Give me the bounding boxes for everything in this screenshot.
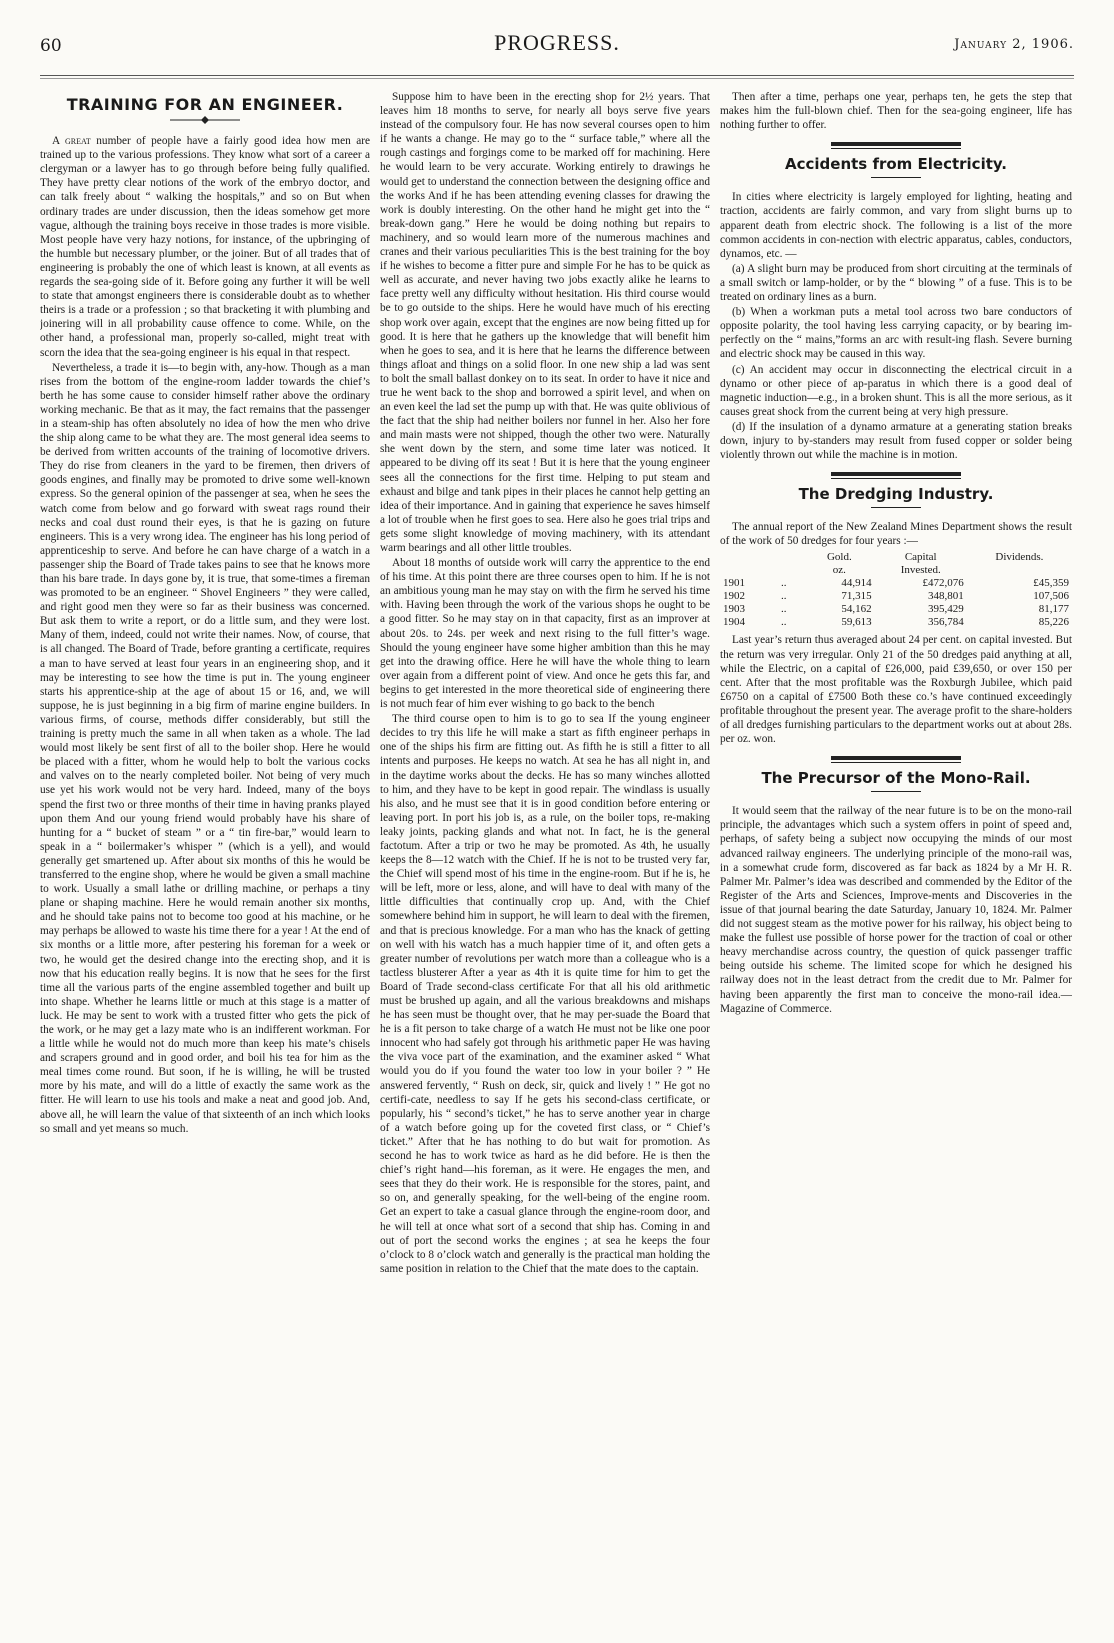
title-underline	[871, 507, 921, 508]
accidents-para-a: (a) A slight burn may be produced from short circuiting at the terminals of a small switch or lamp-holder, or by the “ blowing ” of a fuse. This is to be treated on ordinary lines as a burn.	[720, 262, 1072, 304]
article-title-monorail: The Precursor of the Mono-Rail.	[761, 769, 1031, 788]
section-divider	[831, 756, 961, 763]
training-para-1: A great number of people have a fairly good idea how men are trained up to the various professions. They know what sort of a career a clergyman or a lawyer has to go through before being fully qualified. They have pretty clear notions of the work of the embryo doctor, and can talk freely about “ walking the hospitals,” and so on But when ordinary trades are under discussion, then the ideas somehow get more vague, although the training boys receive in those trades is more visible. Most people have very hazy notions, for instance, of the upbringing of the humble but necessary plumber, or the joiner. But of all trades that of engineering is probably the one of which least is known, at all events as regards the sea-going side of it. Before going any further it will be well to state that amongst engineers there is considerable doubt as to whether theirs is a trade or a profession ; so that bracketing it with plumbing and joinering will in all probability cause offence to come. While, on the other hand, a professional man, properly so-called, might treat with scorn the idea that the sea-going engineer is his equal in that respect.	[40, 135, 370, 359]
title-underline	[871, 791, 921, 792]
table-row: 1903 .. 54,162 395,429 81,177	[723, 603, 1069, 616]
training-para-5: The third course open to him is to go to sea If the young engineer decides to try this life he will make a start as fifth engineer perhaps in one of the ships his firm are fitting out. As fifth he is still a fitter to all intents and purposes. He keeps no watch. At sea he has all night in, and in the daytime works about the decks. He has so many winches allotted to him, and they have to be kept in good repair. The windlass is usually his also, and he must see that it is in good condition before entering or leaving port. In port his job is, as a rule, on the boiler tops, re-making leaky joints, packing glands and what not. In fact, he is the general factotum. After a trip or two he may be promoted. As 4th, he usually keeps the 8—12 watch with the Chief. If he is not to be trusted very far, the Chief will spend most of his time in the engine-room. But if he is, he will be left, more or less, alone, and will have to deal with many of the little difficulties that continually crop up. And, with the Chief somewhere behind him in support, he will learn to deal with the firemen, and that is precious knowledge. For a man who has the knack of getting on well with his watch has a much happier time of it, and often gets a greater number of revolutions per watch more than a colleague who is a tactless blusterer After a year as 4th it is quite time for him to get the Board of Trade second-class certificate For that all his old arithmetic must be brushed up again, and all the various breakdowns and mishaps he has seen must be thought over, that he may per-suade the Board that he is a fit person to take charge of a watch He must not be like one poor innocent who had safely got through his arithmetic paper He was having the viva voce part of the examination, and the examiner asked “ What would you do if you found the water too low in your boiler ? ” He answered fervently, “ Rush on deck, sir, quick and lively ! ” He got no certifi-cate, needless to say If he gets his second-class certificate, or popularly, his “ second’s ticket,” he has to serve another year in charge of a watch before going up for the coveted first class, or “ Chief’s ticket.” After that he has nothing to do but wait for promotion. As second he has to work twice as hard as he did before. He is then the chief’s right hand—his foreman, as it were. He engages the men, and sees that they do their work. He is responsible for the stores, paint, and so on, and generally speaking, for the well-being of the engine room. Get an expert to take a casual glance through the engine-room door, and he will tell at once what sort of a second that ship has. Coming in and out of port the second works the engines ; at sea he keeps the four o’clock to 8 o’clock watch and generally is the practical man holding the same position in relation to the Chief that the mate does to the captain.	[380, 713, 710, 1275]
article-title-accidents: Accidents from Electricity.	[785, 155, 1007, 174]
col-subheader-oz: oz.	[832, 564, 846, 577]
column-2	[380, 90, 710, 1625]
training-para-6: Then after a time, perhaps one year, perhaps ten, he gets the step that makes him the full-blown chief. Then for the sea-going engineer, life has nothing further to offer.	[720, 91, 1072, 132]
col-header-capital: Capital	[904, 551, 937, 564]
training-para-2: Nevertheless, a trade it is—to begin with, any-how. Though as a man rises from the bottom of the engine-room ladder towards the chief’s berth he has some cause to consider himself rather above the ordinary working mechanic. Be that as it may, the fact remains that the passenger in a steam-ship has often absolutely no idea of how the men who drive the ship along came to be what they are. The most general idea seems to be derived from written accounts of the training of locomotive drivers. They do rise from cleaners in the yard to be firemen, then drivers of goods engines, and finally may be promoted to drive some well-known express. So the general opinion of the passenger at sea, when he sees the watch come from below and go forward with sweat rags round their necks and coal dust round their eyes, is that he is gazing on future engineers. This is a very wrong idea. The engineer has his long period of apprenticeship to serve. And before he can have charge of a watch in a passenger ship the Board of Trade takes pains to see that he knows more than his bare trade. In days gone by, it is true, that some-times a fireman was promoted to be an engineer. “ Shovel Engineers ” they were called, and right good men they were so far as their business was concerned. But ask them to write a report, or do a little sum, and they were lost. Many of them, indeed, could not write their names. Now, of course, that is all changed. The Board of Trade, before granting a certificate, requires a man to have served at least four years in an engineering shop, and it may be interesting to see how the time is put in. The young engineer starts his apprentice-ship at the age of about 15 or 16, and, we will suppose, he is just beginning in a big firm of marine engine builders. In various firms, of course, methods differ considerably, but still the training is pretty much the same in all when taken as a whole. The lad would most likely be sent first of all to the boiler shop. Here he would be placed with a fitter, whom he would help to bolt the various cocks and valves on to the nearly completed boiler. Not being of very much use yet his work would not be very hard. Indeed, many of the boys spend the first two or three months of their time in having pranks played upon them And our young friend would probably have his share of hunting for a “ bucket of steam ” or a “ tin fire-bar,” would learn to speak in a “ boilermaker’s whisper ” (which is a yell), and would generally get smartened up. After about six months of this he would be transferred to the engine shop, where he would be given a small machine to work. Usually a small lathe or drilling machine, or perhaps a tiny plane or shaping machine. Here he would remain another six months, and he should take pains not to become too good at his machine, or he may perhaps be allowed to waste his time there for a year ! At the end of six months or a little more, after pestering his foreman for a week or two, he would get the desired change into the erecting shop, and it is now that his education really begins. It is now that he sees for the first time all the various parts of the engine assembled together and built up into shape. Whether he learns little or much at this stage is a matter of luck. He may be sent to work with a trusted fitter who gets the pick of the work, or he may get a lazy mate who is an indifferent workman. For a little while he would not do much more than keep his mate’s chisels and scrapers ground and in good order, and boil his tea for him as the meal times come round. But soon, if he is willing, he will be trusted more by his mate, and will do a little of exactly the same work as the fitter. He will learn to use his tools and make a neat and good job. And, above all, he will learn the value of that sixteenth of an inch which looks so small and yet means so much.	[40, 361, 370, 1135]
training-para-4: About 18 months of outside work will carry the apprentice to the end of his time. At this point there are three courses open to him. If he is not an ambitious young man he may stay on with the firm he served his time with. Having been through the work of the various shops he ought to be a good fitter. So he may stay on in that capacity, first as an improver at about 20s. to 24s. per week and next rising to the full fitter’s wage. Should the young engineer have some higher ambition than this he may get into the drawing office. Here he will have the whole thing to learn over again from a different point of view. And once he gets this far, and begins to get interested in the more theoretical side of engineering there is not much fear of him ever wishing to go back to the bench	[380, 557, 710, 711]
col-header-gold: Gold.	[826, 551, 852, 564]
accidents-para-b: (b) When a workman puts a metal tool across two bare conductors of opposite polarity, the tool having less carrying capacity, or by bearing im-perfectly on the “ mains,”forms an arc with result-ing flash. Severe burning and electric shock may be caused in this way.	[720, 306, 1072, 361]
column-3	[720, 90, 1072, 1625]
table-header-row	[720, 551, 1072, 564]
issue-date: January 2, 1906.	[954, 37, 1074, 52]
training-para-3: Suppose him to have been in the erecting shop for 2½ years. That leaves him 18 months to serve, for nearly all boys serve five years instead of the compulsory four. He has now several courses open to him if he wants a change. He may go to the “ surface table,” where all the rough castings and forgings come to be marked off for machining. Here he would learn to be very accurate. Working entirely to drawings he would get to understand the connection between the designing office and the works And if he has been attending evening classes for drawing the work is doubly interesting. On the other hand he might get into the “ break-down gang.” Here he would be doing nothing but repairs to machinery, and so would learn more of the numerous machines and cranes and their various peculiarities This is the best training for the boy if he wishes to become a fitter pure and simple For he has to be quick as well as accurate, and never having two jobs exactly alike he learns to face pretty well any difficulty without hesitation. His third course would be to go outside to the ships. Here he would have much of his erecting shop work over again, except that the engines are now being fitted up for good. It is here that he gathers up the knowledge that will benefit him when he goes to sea, and it is here that he learns the difference between things afloat and things on a solid floor. In one new ship a lad was sent to bolt the small ballast donkey on to its seat. In order to have it nice and true he went back to the shop and borrowed a spirit level, and when on an even keel the lad set the pump up with that. He was quite oblivious of the fact that the ship had neither boilers nor funnel in her. Also her fore and main masts were not shipped, though the other two were. Naturally she went down by the stern, and some time later was noticed. It appeared to be diving off its seat ! But it is here that the young engineer sees all the connections for the first time. Helping to put steam and exhaust and bilge and tank pipes in their places he cannot help getting an idea of their importance. And in gaining that experience he saves himself a lot of trouble when he first goes to sea. Here also he goes trial trips and gets some slight knowledge of moving machinery, with its attendant warm bearings and all other little troubles.	[380, 91, 710, 554]
page-number: 60	[40, 36, 62, 56]
publication-title: PROGRESS.	[494, 30, 620, 55]
dredging-para: Last year’s return thus averaged about 24 per cent. on capital invested. But the return was very irregular. Only 21 of the 50 dredges paid anything at all, while the Electric, on a capital of £26,000, paid £39,650, or over 150 per cent. After that the most profitable was the Roxburgh Jubilee, which paid £6750 on a capital of £7500 Both these co.’s have continued exceedingly profitable throughout the present year. The average profit to the share-holders of all dredges furnishing particulars to the department works out at about 28s. per oz. won.	[720, 634, 1072, 746]
section-divider	[831, 142, 961, 149]
title-underline	[871, 177, 921, 178]
table-row: 1901 .. 44,914 £472,076 £45,359	[723, 577, 1069, 590]
drop-word: A great	[52, 135, 91, 148]
table-row: 1904 .. 59,613 356,784 85,226	[723, 616, 1069, 629]
header-rule-thin	[40, 78, 1074, 79]
table-row: 1902 .. 71,315 348,801 107,506	[723, 590, 1069, 603]
col-header-dividends: Dividends.	[995, 551, 1044, 564]
header-rule	[40, 75, 1074, 76]
article-title-training: TRAINING FOR AN ENGINEER.	[66, 95, 344, 114]
monorail-para: It would seem that the railway of the near future is to be on the mono-rail principle, the advantages which such a system offers in point of speed and, perhaps, of safety being a subject now occupying the minds of our most advanced railway engineers. The underlying principle of the mono-rail was, in a somewhat crude form, discovered as far back as 1824 by a Mr H. R. Palmer Mr. Palmer’s idea was described and commended by the Editor of the Register of the Arts and Sciences, Improve-ments and Discoveries in the issue of that journal bearing the date Saturday, January 10, 1824. Mr. Palmer did not suggest steam as the motive power for his railway, his object being to make the fullest use possible of horse power for the traction of coal or other heavy merchandise across country, the question of quick passenger traffic being outside his scheme. The limited scope for which he designed his railway does not in the least detract from the credit due to Mr. Palmer for having been apparently the first man to conceive the mono-rail idea.—Magazine of Commerce.	[720, 805, 1072, 1015]
table-subheader-row	[720, 564, 1072, 577]
article-title-dredging: The Dredging Industry.	[798, 485, 994, 504]
section-divider	[831, 472, 961, 479]
dredging-table	[720, 551, 1072, 629]
dredging-intro: The annual report of the New Zealand Mines Department shows the result of the work of 50 dredges for four years :—	[720, 521, 1072, 548]
col-subheader-invested: Invested.	[900, 564, 941, 577]
accidents-para-d: (d) If the insulation of a dynamo armature at a generating station breaks down, injury to by-standers may result from fused copper or solder being violently thrown out while the machine is in motion.	[720, 420, 1072, 462]
accidents-para-1: In cities where electricity is largely employed for lighting, heating and traction, accidents are fairly common, and vary from slight burns up to apparent death from electric shock. The following is a list of the more common accidents in con-nection with electric apparatus, cables, conductors, dynamos, etc. —	[720, 191, 1072, 260]
column-1	[40, 90, 370, 1625]
page-header	[40, 30, 1074, 64]
accidents-para-c: (c) An accident may occur in disconnecting the electrical circuit in a dynamo or other piece of ap-paratus in which there is a good deal of magnetic induction—e.g., in a broken shunt. This is all the more serious, as it causes great shock from the current being at very high pressure.	[720, 363, 1072, 418]
title-ornament	[170, 116, 240, 124]
